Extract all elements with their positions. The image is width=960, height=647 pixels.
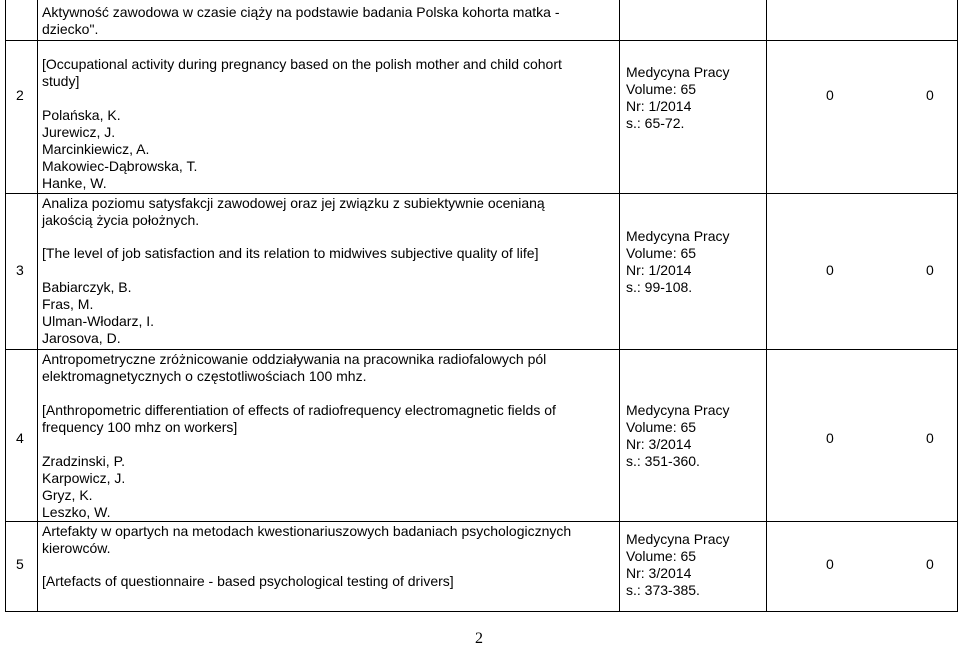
author: Hanke, W. xyxy=(42,175,107,191)
author: Marcinkiewicz, A. xyxy=(42,141,150,157)
journal-name: Medycyna Pracy xyxy=(626,228,730,244)
count-1: 0 xyxy=(826,262,834,278)
row-number: 2 xyxy=(16,87,24,103)
title-line: frequency 100 mhz on workers] xyxy=(42,419,238,435)
journal-pages: s.: 99-108. xyxy=(626,279,693,295)
journal-name: Medycyna Pracy xyxy=(626,531,730,547)
author: Zradzinski, P. xyxy=(42,453,125,469)
journal-issue: Nr: 3/2014 xyxy=(626,565,692,581)
count-1: 0 xyxy=(826,556,834,572)
author: Karpowicz, J. xyxy=(42,470,126,486)
row-divider-2 xyxy=(5,193,958,194)
journal-pages: s.: 65-72. xyxy=(626,115,685,131)
author: Polańska, K. xyxy=(42,107,121,123)
journal-issue: Nr: 3/2014 xyxy=(626,436,692,452)
journal-name: Medycyna Pracy xyxy=(626,402,730,418)
count-2: 0 xyxy=(926,262,934,278)
author: Makowiec-Dąbrowska, T. xyxy=(42,158,198,174)
title-line: dziecko". xyxy=(42,21,99,37)
count-2: 0 xyxy=(926,87,934,103)
title-line: elektromagnetycznych o częstotliwościach 100 mhz. xyxy=(42,368,367,384)
title-line: jakością życia położnych. xyxy=(42,212,200,228)
row-number: 3 xyxy=(16,262,24,278)
title-line: [Occupational activity during pregnancy based on the polish mother and child cohort xyxy=(42,56,562,72)
count-2: 0 xyxy=(926,556,934,572)
journal-pages: s.: 351-360. xyxy=(626,453,700,469)
title-line: [Anthropometric differentiation of effects of radiofrequency electromagnetic fields of xyxy=(42,402,556,418)
row-number: 4 xyxy=(16,430,24,446)
table-border-bottom xyxy=(5,611,958,612)
row-divider-1 xyxy=(5,40,958,41)
title-line: Antropometryczne zróżnicowanie oddziaływania na pracownika radiofalowych pól xyxy=(42,351,547,367)
title-line: Analiza poziomu satysfakcji zawodowej oraz jej związku z subiektywnie ocenianą xyxy=(42,195,545,211)
author: Jurewicz, J. xyxy=(42,124,116,140)
title-line: Artefakty w opartych na metodach kwestionariuszowych badaniach psychologicznych xyxy=(42,523,572,539)
journal-volume: Volume: 65 xyxy=(626,81,697,97)
journal-issue: Nr: 1/2014 xyxy=(626,98,692,114)
count-1: 0 xyxy=(826,87,834,103)
count-1: 0 xyxy=(826,430,834,446)
journal-volume: Volume: 65 xyxy=(626,419,697,435)
author: Jarosova, D. xyxy=(42,330,121,346)
title-line: [Artefacts of questionnaire - based psychological testing of drivers] xyxy=(42,573,454,589)
author: Gryz, K. xyxy=(42,487,93,503)
row-divider-4 xyxy=(5,521,958,522)
journal-issue: Nr: 1/2014 xyxy=(626,262,692,278)
journal-volume: Volume: 65 xyxy=(626,245,697,261)
title-line: kierowców. xyxy=(42,540,111,556)
row-number: 5 xyxy=(16,556,24,572)
page-number: 2 xyxy=(475,630,483,647)
journal-pages: s.: 373-385. xyxy=(626,582,700,598)
journal-volume: Volume: 65 xyxy=(626,548,697,564)
author: Leszko, W. xyxy=(42,504,111,520)
author: Fras, M. xyxy=(42,296,94,312)
title-line: [The level of job satisfaction and its relation to midwives subjective quality of life] xyxy=(42,245,539,261)
author: Babiarczyk, B. xyxy=(42,279,132,295)
row-divider-3 xyxy=(5,349,958,350)
title-line: study] xyxy=(42,73,80,89)
journal-name: Medycyna Pracy xyxy=(626,64,730,80)
count-2: 0 xyxy=(926,430,934,446)
title-line: Aktywność zawodowa w czasie ciąży na podstawie badania Polska kohorta matka - xyxy=(42,4,560,20)
author: Ulman-Włodarz, I. xyxy=(42,313,155,329)
